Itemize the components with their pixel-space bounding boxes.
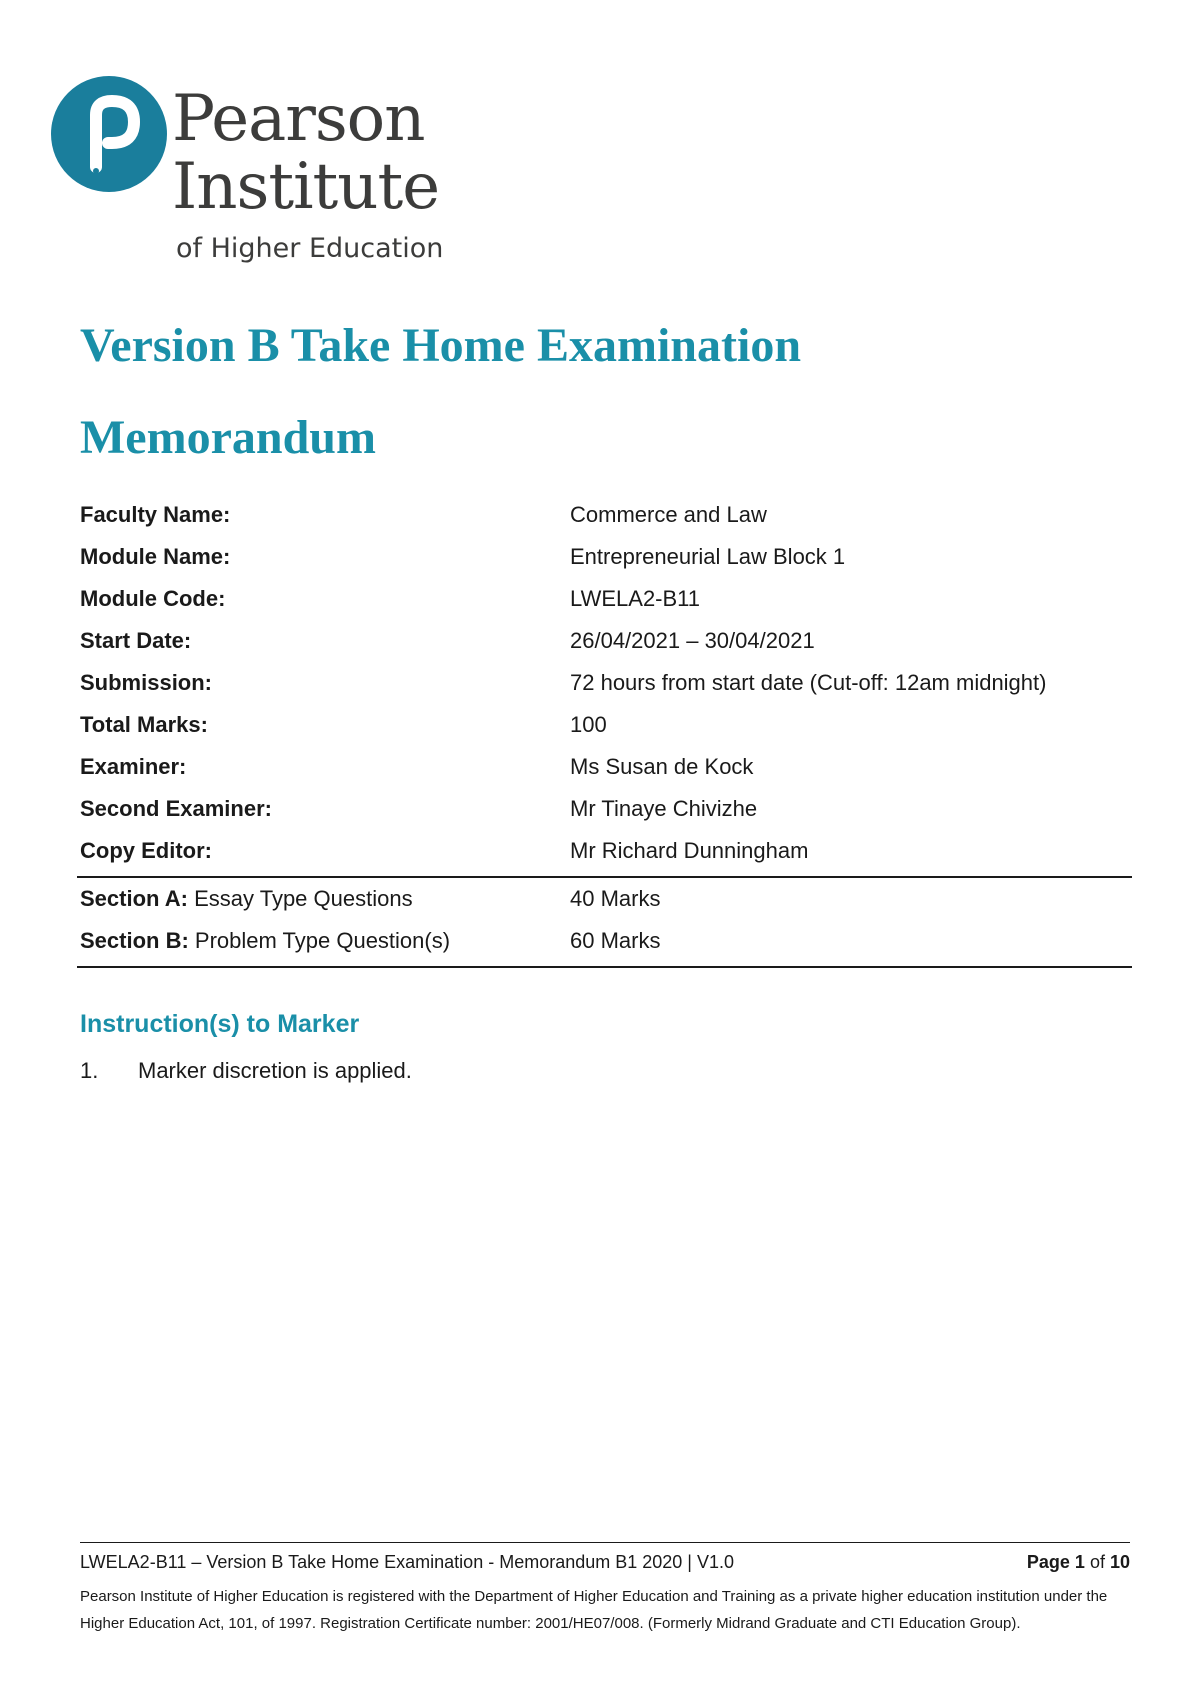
info-row xyxy=(80,830,1130,872)
document-subtitle: Memorandum xyxy=(80,411,376,464)
logo-word-pearson: Pearson xyxy=(172,82,425,156)
info-label: Submission: xyxy=(80,670,213,695)
instructions-heading: Instruction(s) to Marker xyxy=(80,1010,360,1038)
info-label: Module Name: xyxy=(80,544,231,569)
instruction-text: Marker discretion is applied. xyxy=(138,1058,412,1083)
section-marks: 40 Marks xyxy=(570,886,661,911)
info-value: 100 xyxy=(570,712,607,737)
info-row xyxy=(80,704,1130,746)
info-label: Second Examiner: xyxy=(80,796,272,821)
sections-table xyxy=(77,876,1132,968)
section-label xyxy=(80,878,413,920)
info-label: Total Marks: xyxy=(80,712,208,737)
info-row xyxy=(80,536,1130,578)
info-value: Commerce and Law xyxy=(570,502,767,527)
page-footer xyxy=(80,1542,1130,1637)
section-id: Section A: xyxy=(80,886,188,911)
page-label: Page xyxy=(1026,1552,1070,1572)
info-label: Start Date: xyxy=(80,628,192,653)
module-info-table xyxy=(80,494,1130,872)
info-row xyxy=(80,620,1130,662)
info-value: Mr Tinaye Chivizhe xyxy=(570,796,758,821)
footer-doc-ref: LWELA2-B11 – Version B Take Home Examination - Memorandum B1 2020 | V1.0 xyxy=(80,1552,735,1572)
info-row xyxy=(80,494,1130,536)
section-row xyxy=(77,878,1132,920)
section-id: Section B: xyxy=(80,928,189,953)
page-of: of xyxy=(1089,1552,1105,1572)
section-row xyxy=(77,920,1132,962)
page-total: 10 xyxy=(1109,1552,1130,1572)
section-marks: 60 Marks xyxy=(570,928,661,953)
page-number xyxy=(1027,1549,1130,1575)
info-row xyxy=(80,788,1130,830)
document-title: Version B Take Home Examination xyxy=(80,319,802,372)
logo-subtitle: of Higher Education xyxy=(176,233,444,264)
info-label: Module Code: xyxy=(80,586,226,611)
instruction-number: 1. xyxy=(80,1058,99,1083)
info-value: Ms Susan de Kock xyxy=(570,754,754,779)
info-value: Entrepreneurial Law Block 1 xyxy=(570,544,846,569)
info-row xyxy=(80,662,1130,704)
instruction-item xyxy=(80,1058,412,1084)
footer-line xyxy=(80,1549,1130,1575)
section-desc: Problem Type Question(s) xyxy=(188,928,451,953)
info-row xyxy=(80,746,1130,788)
info-value: 26/04/2021 – 30/04/2021 xyxy=(570,628,815,653)
pearson-p-icon xyxy=(50,75,168,193)
pearson-logo xyxy=(50,75,470,275)
section-desc: Essay Type Questions xyxy=(187,886,413,911)
info-row xyxy=(80,578,1130,620)
info-value: 72 hours from start date (Cut-off: 12am midnight) xyxy=(570,670,1047,695)
logo-word-institute: Institute xyxy=(172,150,440,224)
info-value: Mr Richard Dunningham xyxy=(570,838,809,863)
info-value: LWELA2-B11 xyxy=(570,586,701,611)
footer-registration-note: Pearson Institute of Higher Education is registered with the Department of Higher Education and Training as a private higher education institution under the Higher Education Act, 101, of 1997. Registration Certificate number: 2001/HE07/008. (Formerly Midrand Graduate and CTI Education Group). xyxy=(80,1588,1108,1632)
info-label: Faculty Name: xyxy=(80,502,231,527)
page-current: 1 xyxy=(1074,1552,1085,1572)
info-label: Examiner: xyxy=(80,754,187,779)
info-label: Copy Editor: xyxy=(80,838,212,863)
section-label xyxy=(80,920,450,962)
